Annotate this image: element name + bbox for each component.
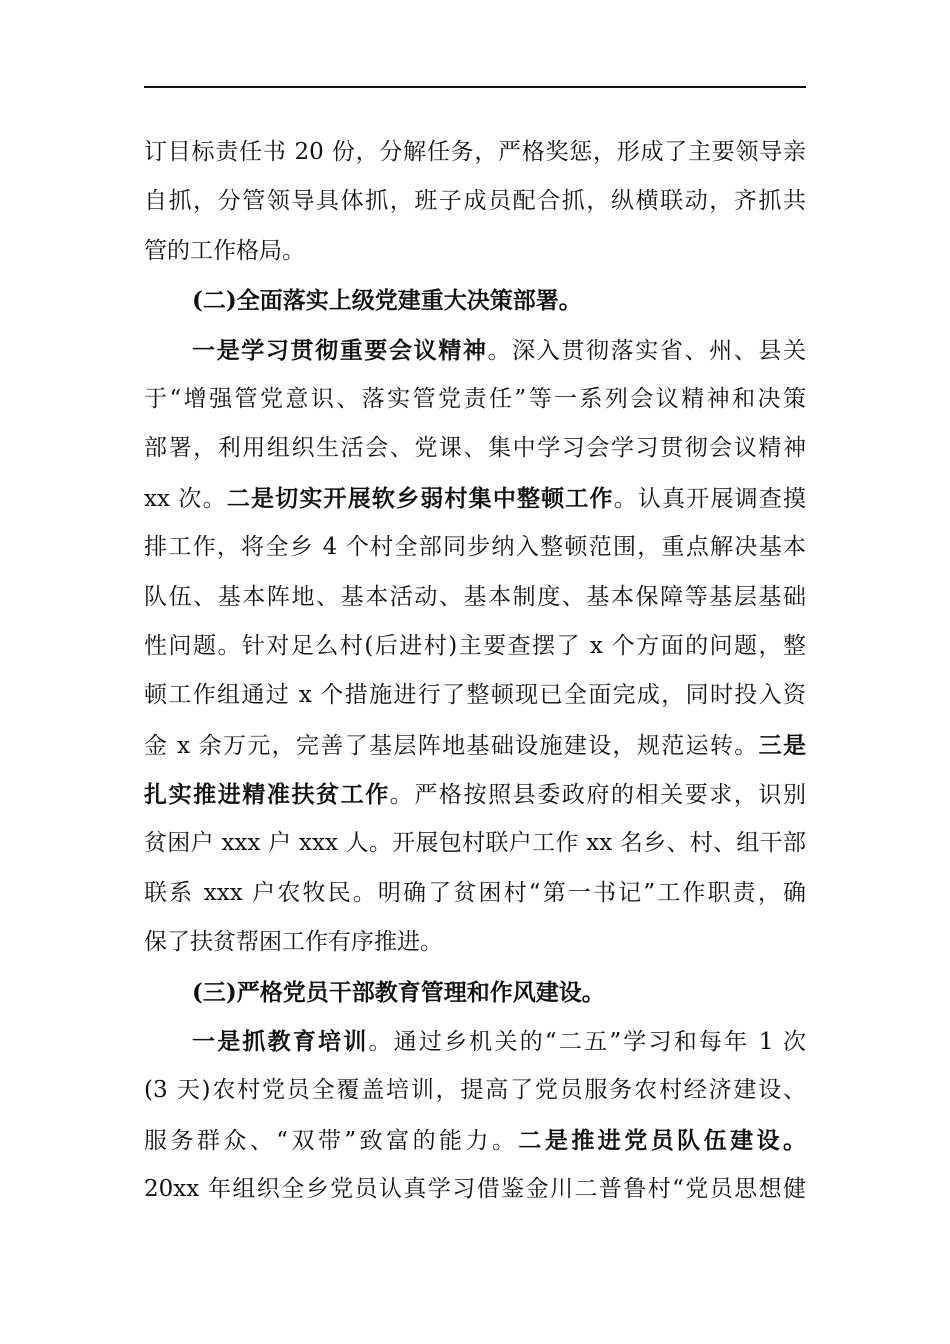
- text-line: [144, 326, 806, 375]
- text-segment: 20xx 年组织全乡党员认真学习借鉴金川二普鲁村“党员思想健: [144, 1176, 806, 1203]
- text-segment: 保了扶贫帮困工作有序推进。: [144, 929, 443, 956]
- text-segment: 队伍、基本阵地、基本活动、基本制度、基本保障等基层基础: [144, 583, 806, 610]
- text-segment: 自抓，分管领导具体抓，班子成员配合抓，纵横联动，齐抓共: [144, 188, 806, 215]
- text-line: [144, 869, 806, 918]
- bold-text: 三是: [758, 731, 806, 759]
- text-line: [144, 128, 806, 177]
- text-line: [144, 918, 806, 967]
- text-line: [144, 474, 806, 523]
- text-segment: 排工作，将全乡 4 个村全部同步纳入整顿范围，重点解决基本: [144, 534, 806, 561]
- bold-text: (二)全面落实上级党建重大决策部署。: [192, 287, 582, 315]
- text-line: [144, 375, 806, 424]
- text-segment: 性问题。针对足么村(后进村)主要查摆了 x 个方面的问题，整: [144, 632, 806, 659]
- bold-text: 二是切实开展软乡弱村集中整顿工作: [226, 484, 614, 512]
- text-line: [144, 1165, 806, 1214]
- bold-text: (三)严格党员干部教育管理和作风建设。: [192, 978, 605, 1006]
- text-segment: xx 次。: [144, 485, 227, 512]
- text-segment: 于“增强管党意识、落实管党责任”等一系列会议精神和决策: [144, 385, 806, 412]
- bold-text: 一是学习贯彻重要会议精神: [192, 336, 488, 364]
- text-line: [144, 1066, 806, 1115]
- text-line: [144, 1116, 806, 1165]
- text-segment: 金 x 余万元，完善了基层阵地基础设施建设，规范运转。: [144, 732, 759, 759]
- text-segment: 订目标责任书 20 份，分解任务，严格奖惩，形成了主要领导亲: [144, 139, 806, 165]
- text-line: [144, 819, 806, 868]
- text-segment: (3 天)农村党员全覆盖培训，提高了党员服务农村经济建设、: [144, 1077, 806, 1104]
- text-line: [144, 622, 806, 671]
- bold-text: 一是抓教育培训: [192, 1028, 369, 1056]
- text-line: [144, 770, 806, 819]
- text-line: [144, 721, 806, 770]
- header-rule: [144, 86, 806, 88]
- text-line: [144, 671, 806, 720]
- text-line: [144, 523, 806, 572]
- text-segment: 贫困户 xxx 户 xxx 人。开展包村联户工作 xx 名乡、村、组干部: [144, 830, 806, 857]
- text-line: [144, 573, 806, 622]
- text-segment: 顿工作组通过 x 个措施进行了整顿现已全面完成，同时投入资: [144, 682, 806, 709]
- section-heading: [144, 968, 806, 1017]
- text-line: [144, 424, 806, 473]
- text-line: [144, 227, 806, 276]
- document-body: [144, 128, 806, 1215]
- text-segment: 服务群众、“双带”致富的能力。: [144, 1127, 519, 1154]
- section-heading: [144, 276, 806, 325]
- text-segment: 。严格按照县委政府的相关要求，识别: [389, 782, 806, 809]
- text-segment: 管的工作格局。: [144, 237, 305, 264]
- text-line: [144, 1017, 806, 1066]
- text-segment: 。通过乡机关的“二五”学习和每年 1 次: [368, 1029, 806, 1056]
- text-line: [144, 177, 806, 226]
- text-segment: 部署，利用组织生活会、党课、集中学习会学习贯彻会议精神: [144, 435, 806, 462]
- bold-text: 扎实推进精准扶贫工作: [144, 781, 390, 809]
- text-segment: 。深入贯彻落实省、州、县关: [487, 337, 806, 364]
- bold-text: 二是推进党员队伍建设。: [518, 1126, 806, 1154]
- text-segment: 。认真开展调查摸: [613, 485, 806, 512]
- text-segment: 联系 xxx 户农牧民。明确了贫困村“第一书记”工作职责，确: [144, 879, 806, 906]
